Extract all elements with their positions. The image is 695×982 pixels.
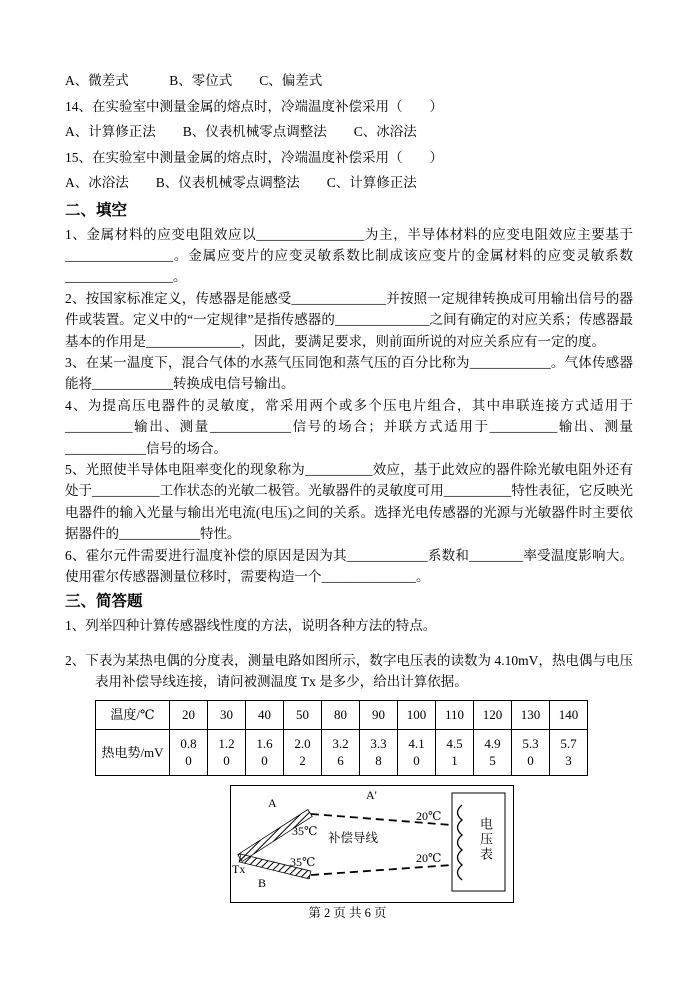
table-cell: 90 — [360, 700, 398, 729]
table-cell: 50 — [284, 700, 322, 729]
table-cell: 80 — [322, 700, 360, 729]
short-answer-heading: 三、简答题 — [65, 593, 143, 611]
label-b: B — [258, 875, 267, 890]
table-cell: 140 — [550, 700, 588, 729]
mc-question-15: 15、在实验室中测量金属的熔点时，冷端温度补偿采用（ ） — [65, 149, 443, 165]
table-cell: 5.30 — [512, 729, 550, 775]
table-cell: 30 — [208, 700, 246, 729]
table-cell: 20 — [170, 700, 208, 729]
voltmeter-coil — [458, 805, 463, 880]
thermocouple-calibration-table — [95, 700, 588, 776]
fill-blank-item-2: 2、按国家标准定义，传感器是能感受______________并按照一定规律转换成可用输出信号的器件或装置。定义中的“一定规律”是指传感器的______________之间有确定的对应关系；传感器最基本的作用是______________，因此，要满足要求，则前面所说的对应关系应有一定的度。 — [65, 290, 633, 349]
thermocouple-circuit-diagram — [230, 785, 514, 903]
fill-blank-heading: 二、填空 — [65, 201, 128, 219]
voltmeter-label: 电压表 — [478, 816, 493, 862]
label-20c-top: 20℃ — [416, 808, 442, 823]
fill-blank-item-6: 6、霍尔元件需要进行温度补偿的原因是因为其____________系数和________率受温度影响大。使用霍尔传感器测量位移时，需要构造一个______________。 — [65, 547, 633, 584]
table-row-emf — [96, 729, 588, 775]
short-answer-q2: 2、下表为某热电偶的分度表，测量电路如图所示，数字电压表的读数为 4.10mV，热电偶与电压表用补偿导线连接，请问被测温度 Tx 是多少，给出计算依据。 — [65, 652, 633, 690]
table-cell: 5.73 — [550, 729, 588, 775]
table-cell: 4.51 — [436, 729, 474, 775]
label-20c-bottom: 20℃ — [416, 850, 442, 865]
label-a-prime: A' — [366, 787, 377, 802]
fill-blank-item-5: 5、光照使半导体电阻率变化的现象称为__________效应，基于此效应的器件除光敏电阻外还有处于__________工作状态的光敏二极管。光敏器件的灵敏度可用__________特性表征，它反映光电器件的输入光量与输出光电流(电压)之间的关系。选择光电传感器的光源与光敏器件时主要依据器件的____________特性。 — [65, 461, 633, 542]
table-header-cell: 热电势/mV — [96, 729, 170, 775]
fill-blank-item-1: 1、金属材料的应变电阻效应以________________为主，半导体材料的应变电阻效应主要基于________________。金属应变片的应变灵敏系数比制成该应变片的金属材料的应变灵敏系数________________。 — [65, 226, 633, 285]
table-cell: 1.20 — [208, 729, 246, 775]
table-cell: 2.02 — [284, 729, 322, 775]
mc-question-14: 14、在实验室中测量金属的熔点时，冷端温度补偿采用（ ） — [65, 98, 443, 114]
table-cell: 4.95 — [474, 729, 512, 775]
fill-blank-item-4: 4、为提高压电器件的灵敏度，常采用两个或多个压电片组合，其中串联连接方式适用于__________输出、测量____________信号的场合；并联方式适用于__________输出、测量____________信号的场合。 — [65, 397, 633, 456]
compensation-wire-bottom — [311, 865, 452, 875]
short-answer-q1: 1、列举四种计算传感器线性度的方法，说明各种方法的特点。 — [65, 618, 437, 634]
table-cell: 1.60 — [246, 729, 284, 775]
table-cell: 3.38 — [360, 729, 398, 775]
table-cell: 120 — [474, 700, 512, 729]
table-header-cell: 温度/℃ — [96, 700, 170, 729]
fill-blank-section — [65, 224, 633, 588]
table-cell: 4.10 — [398, 729, 436, 775]
label-a: A — [268, 795, 277, 810]
page-footer: 第 2 页 共 6 页 — [308, 906, 387, 920]
table-cell: 110 — [436, 700, 474, 729]
table-cell: 0.80 — [170, 729, 208, 775]
table-cell: 100 — [398, 700, 436, 729]
mc-options-14: A、计算修正法 B、仪表机械零点调整法 C、冰浴法 — [65, 124, 417, 139]
mc-options-15: A、冰浴法 B、仪表机械零点调整法 C、计算修正法 — [65, 175, 417, 190]
label-compensation-wire: 补偿导线 — [328, 830, 379, 845]
mc-options-13: A、微差式 B、零位式 C、偏差式 — [65, 73, 323, 88]
label-tx: Tx — [232, 861, 246, 876]
short-answer-section — [65, 615, 633, 692]
table-cell: 130 — [512, 700, 550, 729]
label-35c-bottom: 35℃ — [290, 854, 316, 869]
fill-blank-item-3: 3、在某一温度下，混合气体的水蒸气压同饱和蒸气压的百分比称为____________。气体传感器能将____________转换成电信号输出。 — [65, 354, 633, 392]
multiple-choice-section — [65, 68, 633, 196]
label-35c-top: 35℃ — [292, 823, 318, 838]
table-cell: 3.26 — [322, 729, 360, 775]
table-cell: 40 — [246, 700, 284, 729]
thermocouple-figure — [230, 785, 514, 903]
table-row-temperature — [96, 700, 588, 729]
